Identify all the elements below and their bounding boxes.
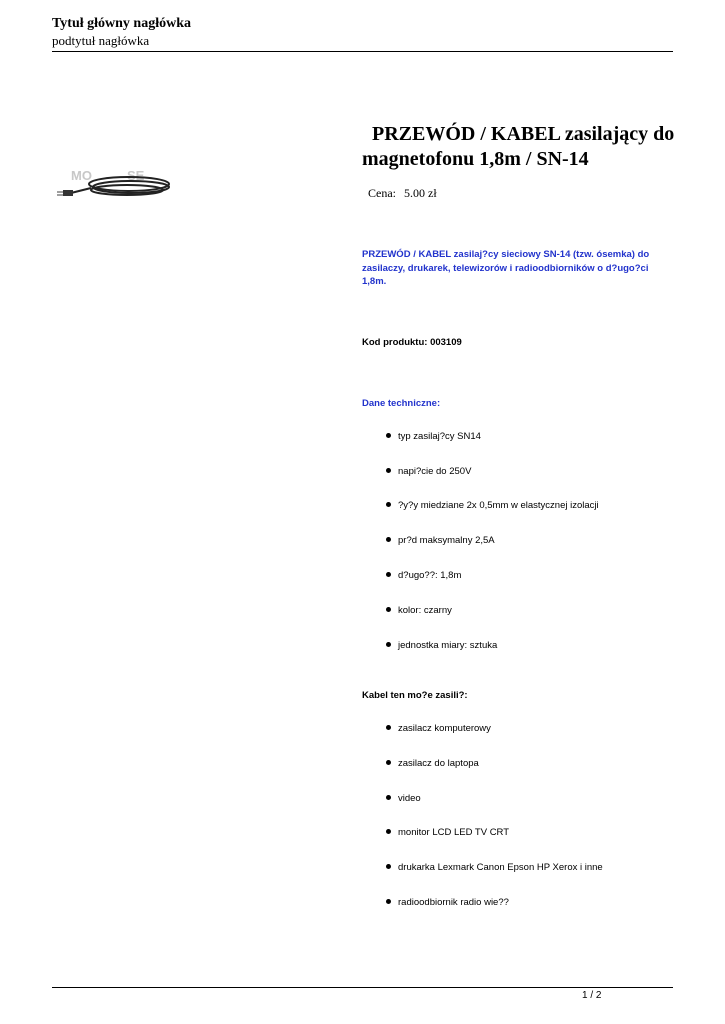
bullet-icon	[386, 572, 391, 577]
price-value: 5.00 zł	[404, 186, 437, 200]
bullet-icon	[386, 760, 391, 765]
product-title: PRZEWÓD / KABEL zasilający do magnetofonu 1,8m / SN-14	[362, 123, 675, 170]
bullet-icon	[386, 607, 391, 612]
list-item: drukarka Lexmark Canon Epson HP Xerox i inne	[386, 862, 603, 873]
product-description: PRZEWÓD / KABEL zasilaj?cy sieciowy SN-14 (tzw. ósemka) do zasilaczy, drukarek, telewizorów i radioodbiorników o d?ugo?ci 1,8m.	[362, 249, 650, 287]
bullet-icon	[386, 829, 391, 834]
compat-heading: Kabel ten mo?e zasili?:	[362, 690, 468, 701]
tech-heading: Dane techniczne:	[362, 398, 441, 409]
bullet-icon	[386, 502, 391, 507]
bullet-icon	[386, 899, 391, 904]
header-title: Tytuł główny nagłówka	[52, 16, 191, 31]
list-item: monitor LCD LED TV CRT	[386, 827, 509, 838]
list-item: jednostka miary: sztuka	[386, 640, 497, 651]
product-image	[57, 166, 175, 202]
svg-text:SE: SE	[127, 168, 145, 183]
list-item: kolor: czarny	[386, 605, 452, 616]
bullet-icon	[386, 468, 391, 473]
list-item: napi?cie do 250V	[386, 466, 471, 477]
list-item: d?ugo??: 1,8m	[386, 570, 461, 581]
page-number: 1 / 2	[582, 990, 602, 1001]
svg-text:MO: MO	[71, 168, 92, 183]
footer-divider	[52, 987, 673, 988]
bullet-icon	[386, 642, 391, 647]
price	[368, 186, 437, 201]
price-label: Cena:	[368, 186, 396, 200]
bullet-icon	[386, 537, 391, 542]
list-item: video	[386, 793, 421, 804]
bullet-icon	[386, 864, 391, 869]
bullet-icon	[386, 795, 391, 800]
list-item: pr?d maksymalny 2,5A	[386, 535, 495, 546]
list-item: typ zasilaj?cy SN14	[386, 431, 481, 442]
list-item: ?y?y miedziane 2x 0,5mm w elastycznej izolacji	[386, 500, 599, 511]
list-item: radioodbiornik radio wie??	[386, 897, 509, 908]
header-divider	[52, 51, 673, 52]
header-subtitle: podtytuł nagłówka	[52, 33, 150, 48]
bullet-icon	[386, 725, 391, 730]
list-item: zasilacz do laptopa	[386, 758, 479, 769]
product-code: Kod produktu: 003109	[362, 337, 462, 348]
list-item: zasilacz komputerowy	[386, 723, 491, 734]
bullet-icon	[386, 433, 391, 438]
